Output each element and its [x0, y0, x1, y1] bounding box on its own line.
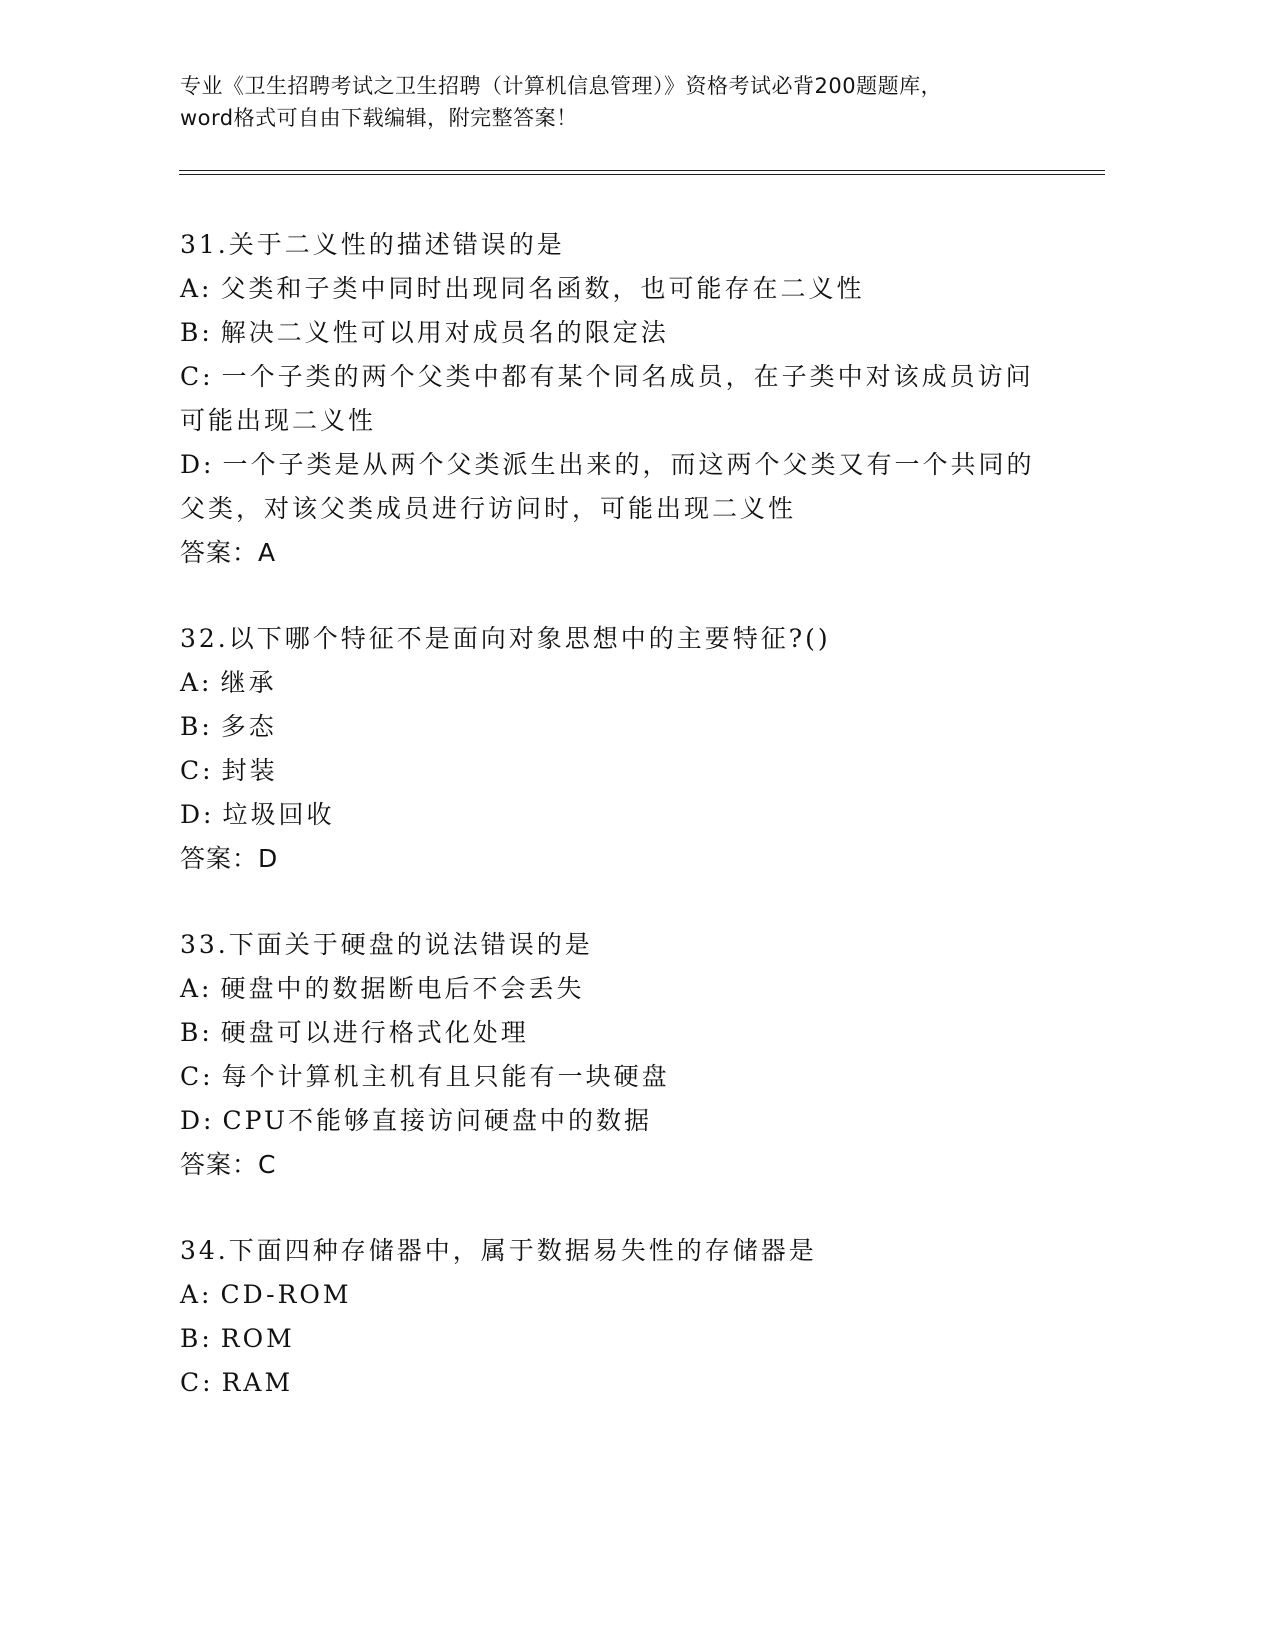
document-header	[180, 70, 1100, 134]
option-b	[180, 311, 1040, 355]
option-label: A:	[180, 668, 213, 697]
option-a	[180, 267, 1040, 311]
option-label: B:	[180, 712, 213, 741]
option-text: 封装	[221, 756, 278, 785]
option-label: A:	[180, 974, 213, 1003]
option-text: 解决二义性可以用对成员名的限定法	[220, 318, 669, 347]
option-label: B:	[180, 1018, 213, 1047]
option-label: C:	[180, 756, 214, 785]
answer-value: A	[258, 538, 277, 567]
option-label: C:	[180, 362, 214, 391]
option-text: 多态	[220, 712, 277, 741]
question-34	[180, 1229, 1040, 1405]
header-line-1: 专业《卫生招聘考试之卫生招聘（计算机信息管理）》资格考试必背200题题库，	[180, 74, 943, 98]
answer-label: 答案：	[180, 538, 259, 567]
answer-value: C	[258, 1150, 277, 1179]
option-text: ROM	[220, 1324, 295, 1353]
header-rule-bottom	[179, 174, 1105, 175]
option-text: 硬盘中的数据断电后不会丢失	[220, 974, 585, 1003]
answer	[180, 837, 1040, 881]
option-text: 继承	[220, 668, 277, 697]
option-text: 垃圾回收	[222, 800, 335, 829]
header-rule-top	[179, 170, 1105, 171]
question-stem: 33.下面关于硬盘的说法错误的是	[180, 930, 593, 959]
option-c	[180, 355, 1040, 443]
option-label: A:	[180, 1280, 213, 1309]
question-stem: 31.关于二义性的描述错误的是	[180, 230, 565, 259]
answer-value: D	[258, 844, 279, 873]
option-text: 父类和子类中同时出现同名函数，也可能存在二义性	[220, 274, 865, 303]
option-b	[180, 1011, 1040, 1055]
option-text: 一个子类是从两个父类派生出来的，而这两个父类又有一个共同的父类，对该父类成员进行访问时，可能出现二义性	[180, 450, 1035, 523]
answer	[180, 531, 1040, 575]
question-32	[180, 617, 1040, 881]
option-label: C:	[180, 1368, 214, 1397]
option-text: 每个计算机主机有且只能有一块硬盘	[221, 1062, 670, 1091]
option-label: D:	[180, 1106, 215, 1135]
option-label: C:	[180, 1062, 214, 1091]
option-d	[180, 1099, 1040, 1143]
option-label: B:	[180, 318, 213, 347]
question-stem: 34.下面四种存储器中，属于数据易失性的存储器是	[180, 1236, 817, 1265]
option-text: CPU不能够直接访问硬盘中的数据	[222, 1106, 653, 1135]
question-list	[180, 223, 1040, 1447]
question-31	[180, 223, 1040, 575]
answer-label: 答案：	[180, 1150, 259, 1179]
option-a	[180, 1273, 1040, 1317]
option-text: 硬盘可以进行格式化处理	[220, 1018, 529, 1047]
option-text: 一个子类的两个父类中都有某个同名成员，在子类中对该成员访问可能出现二义性	[180, 362, 1034, 435]
option-label: A:	[180, 274, 213, 303]
option-label: D:	[180, 800, 215, 829]
option-label: B:	[180, 1324, 213, 1353]
option-b	[180, 705, 1040, 749]
option-text: CD-ROM	[220, 1280, 352, 1309]
option-a	[180, 967, 1040, 1011]
header-line-2: word格式可自由下载编辑，附完整答案！	[180, 106, 578, 130]
option-text: RAM	[221, 1368, 294, 1397]
option-d	[180, 793, 1040, 837]
option-c	[180, 1361, 1040, 1405]
answer-label: 答案：	[180, 844, 259, 873]
option-a	[180, 661, 1040, 705]
answer	[180, 1143, 1040, 1187]
option-label: D:	[180, 450, 215, 479]
option-c	[180, 749, 1040, 793]
option-d	[180, 443, 1040, 531]
option-b	[180, 1317, 1040, 1361]
question-33	[180, 923, 1040, 1187]
question-stem: 32.以下哪个特征不是面向对象思想中的主要特征?()	[180, 624, 831, 653]
option-c	[180, 1055, 1040, 1099]
